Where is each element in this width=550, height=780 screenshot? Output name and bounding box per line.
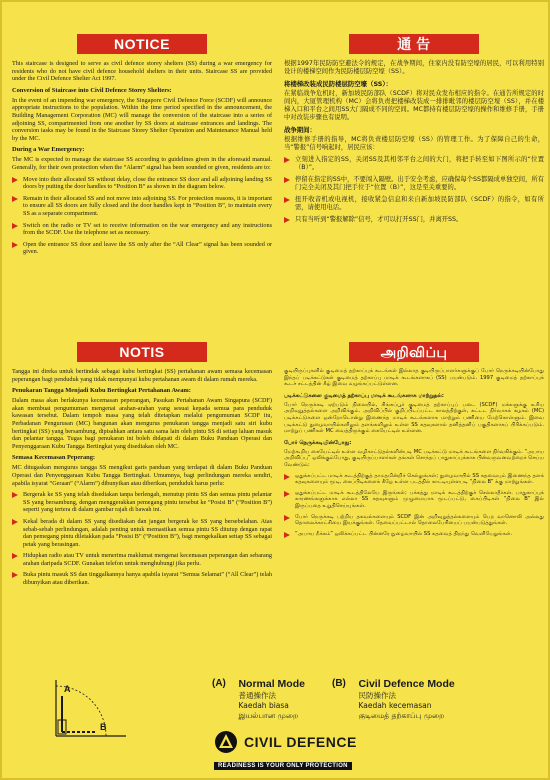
civil-defence-mode-legend — [332, 678, 455, 721]
logo-name: CIVIL DEFENCE — [244, 734, 357, 750]
normal-mode-legend — [212, 678, 305, 721]
list-item: “அபாய நீக்கம்” ஒலிக்கப்பட்ட பின்னரே நுழைவாயில் SS கதவைத் திறந்து வெளியேறுங்கள். — [284, 531, 544, 538]
arrow-bullet-icon — [12, 223, 18, 229]
malay-conversion-text: Dalam masa akan berlakunya kecemasan peperangan, Pasukan Pertahanan Awam Singapura (SCDF) akan membuat pengumuman mengenai arahan-arahan yang sesuai kepada semua para penduduk kawasan tersebut. Dalam tempoh masa yang telah ditetapkan melalui pengumuman SCDF itu, Perbadanan Pengurusan (MC) bangunan akan mengurus penukaran tangga menjadi satu siri kubu bertingkat (SS) yang bersambung, dipisahkan antara satu sama lain oleh pintu SS di setiap laluan masuk dan pelantar tangga. Tugas bagi penukaran ini boleh didapati di dalam Buku Panduan Operasi dan Penyenggaraan Kubu Tangga Bertingkat yang disediakan oleh MC. — [12, 397, 272, 450]
arrow-bullet-icon — [284, 197, 290, 203]
chinese-during-heading: 战争期间： — [284, 126, 316, 134]
arrow-bullet-icon — [284, 157, 290, 163]
list-item: 扭开收音机或电视机，接收紧急信息和来自新加坡民防部队（SCDF）的指令，如有所需，请使用电话。 — [284, 196, 544, 212]
footer-section — [2, 668, 550, 778]
english-banner: NOTICE — [77, 34, 207, 54]
tamil-conversion-text: போர் நெருக்கடி ஏற்படும் நிலையில், சிங்கப்பூர் குடிமைத் தற்காப்புப் படை (SCDF) மக்களுக்கு உரிய அறிவுறுத்தல்களை அறிவிக்கும். அறிவிப்பில் குறிப்பிடப்பட்ட காலத்திற்குள், கட்டட நிர்வாகக் கழகம் (MC) படிக்கட்டுகளை ஒன்றோடொன்று இணைந்த மாடிக் கூடங்களாக மாற்றும் பணியை மேற்கொள்ளும். இவை படிக்கட்டு நுழைவாயில்களிலும் தளங்களிலும் உள்ள SS கதவுகளால் தனித்தனிப் பகுதிகளாகப் பிரிக்கப்படும். மாற்றுப் பணிகள் MC வைத்திருக்கும் கையேட்டில் உள்ளன. — [284, 401, 544, 435]
arrow-bullet-icon — [284, 474, 290, 480]
list-item: ஒதுக்கப்பட்ட மாடிக் கூடத்திற்குத் தாமதமின்றிச் செல்லுங்கள்; நுழைவாயில் SS கதவையும் இணைந்த தளக் கதவுகளையும் மூடி, கைப்பிடிகளைக் கீழே உள்ள படத்தில் காட்டியுள்ளபடி “நிலை B” க்கு மாற்றுங்கள். — [284, 473, 544, 486]
list-item: 立刻进入指定的SS，关闭SS及其相邻平台之间的大门，将把手转至如下图所示的“位置（B）”。 — [284, 156, 544, 172]
mode-b-chinese: 民防操作法 — [358, 691, 396, 700]
arrow-bullet-icon — [12, 519, 18, 525]
mode-a-tamil: இயல்பான முறை — [238, 711, 299, 720]
malay-during-text: MC ditugaskan mengurus tangga SS mengikut garis panduan yang terdapat di dalam Buku Panduan Operasi dan Penyenggaraan Kubu Tangga Bertingkat. Umumnya, bagi perlindungan mereka sendiri, apabila isyarat “Geraan” (“Alarm”) dibunyikan atau diberikan, penduduk harus perlu: — [12, 464, 272, 487]
list-item: போர் நெருக்கடி பற்றிய தகவல்களையும் SCDF இன் அறிவுறுத்தல்களையும் பெற வானொலி அல்லது தொலைக்காட்சியை இயக்குங்கள். தேவைப்பட்டால் தொலைபேசியைப் பயன்படுத்துங்கள். — [284, 514, 544, 527]
list-item: 只有当听到“警报解除”信号，才可以打开SS门，并离开SS。 — [284, 216, 544, 224]
english-during-text: The MC is expected to manage the staircase SS according to guidelines given in the aforesaid manual. Generally, for their own protection when the “Alarm” signal has been sounded or given, residents are to: — [12, 156, 272, 171]
english-conversion-text: In the event of an impending war emergency, the Singapore Civil Defence Force (SCDF) will announce appropriate instructions to the population. Within the time period specified in the announcement, the Building Management Corporation (MC) will manage the conversion of the staircase into a series of adjoining SS, compartmented from one another by SS doors at staircase entrances and landings. The conversion tasks may be found in the Staircase Storey Shelter Operation and Maintenance Manual held by the MC. — [12, 96, 272, 142]
tamil-conversion-heading: படிக்கட்டுகளை குடிமைத் தற்காப்பு மாடிக் கூடங்களாக மாற்றுதல்: — [284, 392, 444, 399]
chinese-conversion-text: 在紧临战争危机时，新加坡民防部队（SCDF）将对民众发布相应的指令。在通告所规定的时间内，大厦管理机构（MC）会将负责把楼梯改装成一排排毗邻的楼层防空壕（SS），并在楼梯入口和平台之间用SS大门隔成不同的空间。MC都持有楼层防空壕的操作和维修手册，手册中对改装步骤也有说明。 — [284, 90, 544, 121]
list-item: Buka pintu masuk SS dan tinggalkannya hanya apabila isyarat “Semua Selamat” (“All Clear”) telah dibunyikan atau diberikan. — [12, 571, 272, 586]
arrow-bullet-icon — [284, 515, 290, 521]
tamil-during-heading: போர் நெருக்கடியின்போது: — [284, 439, 352, 446]
mode-b-title: Civil Defence Mode — [358, 678, 455, 690]
chinese-instructions — [284, 156, 544, 224]
arrow-bullet-icon — [12, 572, 18, 578]
list-item: 停留在指定的SS中，不要闯入隔壁。出于安全考虑，应确保每个SS都隔成单独空间，所有门完全关闭及其门把手位于“位置（B）”，这是至关重要的。 — [284, 176, 544, 192]
tamil-intro: குடியிருப்புகளில் குடிமைத் தற்காப்புக் கூடங்கள் இல்லாத குடியிருப்பாளர்களுக்குப் போர் நெருக்கடியின்போது இந்தப் படிக்கட்டுகள் குடிமைத் தற்காப்பு மாடிக் கூடங்களாகப் (SS) பயன்படும். 1997 குடிமைத் தற்காப்புக் கூடச் சட்டத்தின் கீழ் இவை வழங்கப்பட்டுள்ளன. — [284, 368, 544, 388]
arrow-bullet-icon — [12, 553, 18, 559]
tamil-during-text: மேற்கூறிய கையேட்டில் உள்ள வழிகாட்டுதல்களின்படி MC படிக்கட்டு மாடிக் கூடங்களை நிர்வகிக்கும். “அபாய அறிவிப்பு” ஒலிக்கும்போது, குடியிருப்பாளர்கள் தங்கள் சொந்தப் பாதுகாப்புக்காக பின்வருவனவற்றைச் செய்ய வேண்டும்: — [284, 448, 544, 468]
malay-banner: NOTIS — [77, 342, 207, 362]
arrow-bullet-icon — [12, 177, 18, 183]
mode-a-letter: (A) — [212, 678, 226, 689]
tamil-notice — [284, 342, 544, 662]
arrow-bullet-icon — [12, 196, 18, 202]
tamil-banner: அறிவிப்பு — [349, 342, 479, 362]
chinese-banner: 通 告 — [349, 34, 479, 54]
english-during-heading: During a War Emergency: — [12, 146, 85, 154]
tamil-instructions — [284, 473, 544, 538]
list-item: Move into their allocated SS without delay, close the entrance SS door and all adjoining landing SS doors by putting the door handles to “Position B” as shown in the diagram below. — [12, 176, 272, 191]
english-instructions — [12, 176, 272, 256]
position-b-label: B — [100, 722, 107, 732]
door-handle-diagram — [46, 674, 132, 744]
malay-during-heading: Semasa Kecemasan Peperang: — [12, 454, 96, 462]
civil-defence-emblem-icon — [214, 730, 238, 754]
malay-notice — [12, 342, 272, 662]
mode-a-title: Normal Mode — [238, 678, 305, 690]
mode-b-tamil: குடிமைத் தற்காப்பு முறை — [358, 711, 445, 720]
position-a-label: A — [64, 684, 71, 694]
list-item: Bergerak ke SS yang telah disediakan tanpa berlengah, menutup pintu SS dan semua pintu pelantar SS yang bersambung, dengan menggerakkan pemegang pintu tersebut ke “Posisi B” (“Position B”) seperti yang tertera di dalam gambar rajah di bawah ini. — [12, 491, 272, 514]
list-item: Kekal berada di dalam SS yang disediakan dan jangan bergerak ke SS yang bersebelahan. Atas sebab-sebab perlindungan, adalah penting untuk memastikan semua pintu SS ditutup dengan rapat dan pemegang pintu diletakkan pada “Posisi B” (“Position B”), bagi mengekalkan setiap SS sebagai petak yang berasingan. — [12, 518, 272, 548]
list-item: Switch on the radio or TV set to receive information on the war emergency and any instructions from the SCDF. Use the telephone set as necessary. — [12, 222, 272, 237]
mode-a-malay: Kaedah biasa — [238, 701, 289, 710]
chinese-notice — [284, 34, 544, 334]
english-conversion-heading: Conversion of Staircase into Civil Defence Storey Shelters: — [12, 86, 172, 94]
malay-instructions — [12, 491, 272, 587]
arrow-bullet-icon — [12, 242, 18, 248]
logo-tagline: READINESS IS YOUR ONLY PROTECTION — [214, 762, 352, 770]
chinese-intro: 根据1997年民防防空避法令的规定，在战争期间，住家内没有防空壕的居民，可以利用特别设计的楼梯空间作为民防楼层防空壕（SS）。 — [284, 60, 544, 75]
list-item: Hidupkan radio atau TV untuk menerima maklumat mengenai kecemasan peperangan dan sebarang arahan daripada SCDF. Gunakan telefon untuk menghubungi jika perlu. — [12, 552, 272, 567]
mode-a-chinese: 普通操作法 — [238, 691, 276, 700]
english-intro: This staircase is designed to serve as civil defence storey shelters (SS) during a war emergency for residents who do not have civil defence household shelters in their units. Staircase SS are provided under the Civil Defence Shelter Act 1997. — [12, 60, 272, 83]
arrow-bullet-icon — [284, 217, 290, 223]
arrow-bullet-icon — [284, 177, 290, 183]
arrow-bullet-icon — [284, 491, 290, 497]
chinese-during-text: 根据维修手册的指导，MC将负责楼层防空壕（SS）的管理工作。为了保障自己的生命，当“警报”信号响起时，居民应该： — [284, 136, 544, 151]
english-notice — [12, 34, 272, 334]
list-item: Remain in their allocated SS and not move into adjoining SS. For protection reasons, it is important to ensure all SS doors are fully closed and the door handles kept in “Position B”, to maintain every SS as a separate compartment. — [12, 195, 272, 218]
malay-intro: Tangga ini direka untuk bertindak sebagai kubu bertingkat (SS) pertahanan awam semasa kecemasan peperangan bagi penduduk yang tidak mempunyai kubu pertahanan awam di dalam rumah mereka. — [12, 368, 272, 383]
arrow-bullet-icon — [284, 532, 290, 538]
list-item: ஒதுக்கப்பட்ட மாடிக் கூடத்திலேயே இருங்கள்; பக்கத்து மாடிக் கூடத்திற்குச் செல்லாதீர்கள். பாதுகாப்புக் காரணங்களுக்காக எல்லா SS கதவுகளும் முழுமையாக மூடப்பட்டு, கைப்பிடிகள் “நிலை B” இல் இருப்பதை உறுதிசெய்யுங்கள். — [284, 490, 544, 510]
list-item: Open the entrance SS door and leave the SS only after the “All Clear” signal has been sounded or given. — [12, 241, 272, 256]
chinese-conversion-heading: 将楼梯改装成民防楼层防空壕（SS）： — [284, 80, 392, 88]
mode-b-letter: (B) — [332, 678, 346, 689]
civil-defence-logo — [214, 730, 364, 770]
malay-conversion-heading: Penukaran Tangga Menjadi Kubu Bertingkat Pertahanan Awam: — [12, 387, 191, 395]
arrow-bullet-icon — [12, 492, 18, 498]
mode-b-malay: Kaedah kecemasan — [358, 701, 432, 710]
